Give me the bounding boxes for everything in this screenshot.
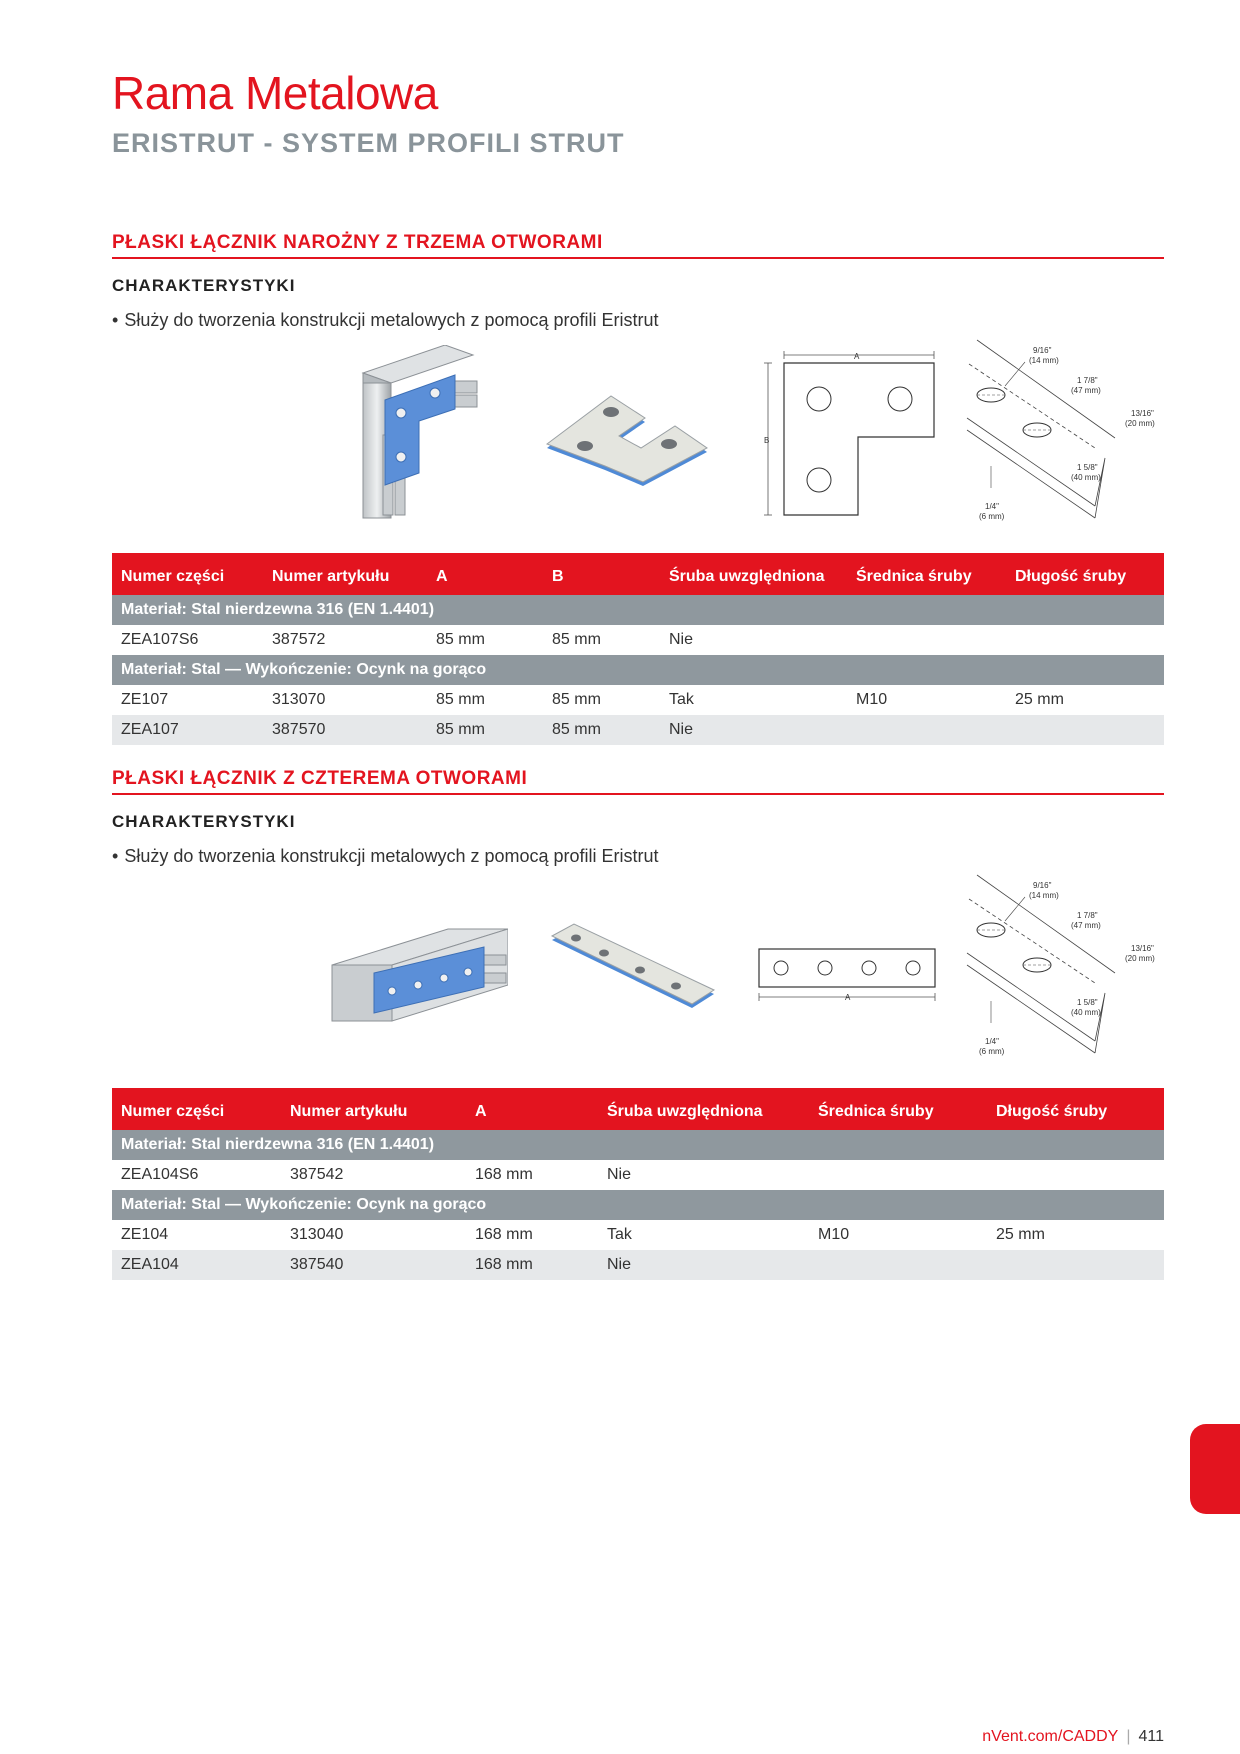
dim-label: (6 mm) <box>979 512 1005 521</box>
cell: M10 <box>847 685 1006 715</box>
dimension-a-label: A <box>845 993 851 1002</box>
cell: Nie <box>598 1250 809 1280</box>
col-header: Numer części <box>112 553 263 595</box>
dim-label: 1 7/8" <box>1077 376 1098 385</box>
dim-label: (47 mm) <box>1071 386 1101 395</box>
table-header-row <box>112 1088 1164 1130</box>
dim-label: (20 mm) <box>1125 954 1155 963</box>
material-row <box>112 1130 1164 1160</box>
spec-table-flat-plate <box>112 1088 1164 1280</box>
section-title: PŁASKI ŁĄCZNIK Z CZTEREMA OTWORAMI <box>112 768 528 789</box>
cell: 313040 <box>281 1220 466 1250</box>
material-label: Materiał: Stal nierdzewna 316 (EN 1.4401) <box>112 1130 1164 1160</box>
features-heading: CHARAKTERYSTYKI <box>112 812 296 831</box>
col-header: Numer części <box>112 1088 281 1130</box>
cell: ZEA107S6 <box>112 625 263 655</box>
cell <box>987 1250 1164 1280</box>
table-row <box>112 1250 1164 1280</box>
page-title: Rama Metalowa <box>112 67 438 119</box>
cell: Nie <box>660 625 847 655</box>
section-title: PŁASKI ŁĄCZNIK NAROŻNY Z TRZEMA OTWORAMI <box>112 232 603 253</box>
cell: 387540 <box>281 1250 466 1280</box>
cell <box>987 1160 1164 1190</box>
product-photo-corner-plate <box>545 390 710 490</box>
table-row <box>112 685 1164 715</box>
cell: ZEA107 <box>112 715 263 745</box>
cell: 168 mm <box>466 1250 598 1280</box>
col-header: Średnica śruby <box>809 1088 987 1130</box>
cell: 85 mm <box>427 625 543 655</box>
feature-text: Służy do tworzenia konstrukcji metalowych z pomocą profili Eristrut <box>124 846 659 866</box>
col-header: Śruba uwzględniona <box>598 1088 809 1130</box>
dim-label: 1/4" <box>985 1037 999 1046</box>
drawing-hole-dimensions <box>965 338 1165 528</box>
dim-label: 9/16" <box>1033 881 1052 890</box>
cell: 85 mm <box>543 715 660 745</box>
col-header: Długość śruby <box>1006 553 1164 595</box>
cell: 168 mm <box>466 1220 598 1250</box>
col-header: B <box>543 553 660 595</box>
features-heading: CHARAKTERYSTYKI <box>112 276 296 295</box>
material-row <box>112 595 1164 625</box>
table-row <box>112 715 1164 745</box>
dim-label: 9/16" <box>1033 346 1052 355</box>
col-header: Numer artykułu <box>281 1088 466 1130</box>
cell: Nie <box>660 715 847 745</box>
dim-label: (6 mm) <box>979 1047 1005 1056</box>
cell <box>847 625 1006 655</box>
cell: M10 <box>809 1220 987 1250</box>
cell: Nie <box>598 1160 809 1190</box>
col-header: A <box>427 553 543 595</box>
col-header: Numer artykułu <box>263 553 427 595</box>
cell <box>1006 715 1164 745</box>
cell: ZE107 <box>112 685 263 715</box>
table-row <box>112 625 1164 655</box>
table-row <box>112 1160 1164 1190</box>
cell: 387572 <box>263 625 427 655</box>
product-photo-corner-bracket-installed <box>355 345 495 525</box>
dim-label: (40 mm) <box>1071 473 1101 482</box>
cell <box>1006 625 1164 655</box>
dimension-b-label: B <box>764 436 770 445</box>
dim-label: 13/16" <box>1131 944 1154 953</box>
spec-table-corner-plate <box>112 553 1164 745</box>
cell: 25 mm <box>1006 685 1164 715</box>
drawing-hole-dimensions <box>965 873 1165 1063</box>
product-photo-flat-plate-installed <box>328 925 508 1025</box>
col-header: A <box>466 1088 598 1130</box>
cell: 85 mm <box>543 685 660 715</box>
col-header: Śruba uwzględniona <box>660 553 847 595</box>
product-photo-flat-plate <box>548 922 718 1012</box>
dim-label: (14 mm) <box>1029 891 1059 900</box>
cell: 387570 <box>263 715 427 745</box>
dim-label: (14 mm) <box>1029 356 1059 365</box>
cell: ZE104 <box>112 1220 281 1250</box>
material-label: Materiał: Stal nierdzewna 316 (EN 1.4401) <box>112 595 1164 625</box>
material-row <box>112 1190 1164 1220</box>
page-footer <box>982 1728 1164 1746</box>
col-header: Średnica śruby <box>847 553 1006 595</box>
cell: 85 mm <box>427 685 543 715</box>
cell: ZEA104 <box>112 1250 281 1280</box>
dim-label: (40 mm) <box>1071 1008 1101 1017</box>
page-number: 411 <box>1138 1728 1164 1745</box>
cell: 168 mm <box>466 1160 598 1190</box>
cell: Tak <box>598 1220 809 1250</box>
material-label: Materiał: Stal — Wykończenie: Ocynk na gorąco <box>112 655 1164 685</box>
cell <box>809 1160 987 1190</box>
dim-label: 1 5/8" <box>1077 998 1098 1007</box>
section-divider <box>112 257 1164 259</box>
dim-label: 1/4" <box>985 502 999 511</box>
dim-label: (20 mm) <box>1125 419 1155 428</box>
cell: 387542 <box>281 1160 466 1190</box>
dim-label: 1 5/8" <box>1077 463 1098 472</box>
cell: Tak <box>660 685 847 715</box>
feature-text: Służy do tworzenia konstrukcji metalowych z pomocą profili Eristrut <box>124 310 659 330</box>
feature-bullet: • Służy do tworzenia konstrukcji metalowych z pomocą profili Eristrut <box>112 310 659 330</box>
dimension-a-label: A <box>854 352 860 361</box>
col-header: Długość śruby <box>987 1088 1164 1130</box>
page-subtitle: ERISTRUT - SYSTEM PROFILI STRUT <box>112 128 625 158</box>
table-row <box>112 1220 1164 1250</box>
drawing-corner-plate-dimensions <box>760 345 940 520</box>
dim-label: 1 7/8" <box>1077 911 1098 920</box>
dim-label: 13/16" <box>1131 409 1154 418</box>
cell: 25 mm <box>987 1220 1164 1250</box>
drawing-flat-plate-dimensions <box>755 945 945 1005</box>
cell <box>847 715 1006 745</box>
cell <box>809 1250 987 1280</box>
dim-label: (47 mm) <box>1071 921 1101 930</box>
cell: 313070 <box>263 685 427 715</box>
cell: ZEA104S6 <box>112 1160 281 1190</box>
feature-bullet: • Służy do tworzenia konstrukcji metalowych z pomocą profili Eristrut <box>112 846 659 866</box>
section-divider <box>112 793 1164 795</box>
cell: 85 mm <box>543 625 660 655</box>
footer-separator: | <box>1126 1728 1131 1745</box>
chapter-tab <box>1190 1424 1240 1514</box>
cell: 85 mm <box>427 715 543 745</box>
footer-link[interactable]: nVent.com/CADDY <box>982 1728 1119 1745</box>
table-header-row <box>112 553 1164 595</box>
material-row <box>112 655 1164 685</box>
material-label: Materiał: Stal — Wykończenie: Ocynk na gorąco <box>112 1190 1164 1220</box>
